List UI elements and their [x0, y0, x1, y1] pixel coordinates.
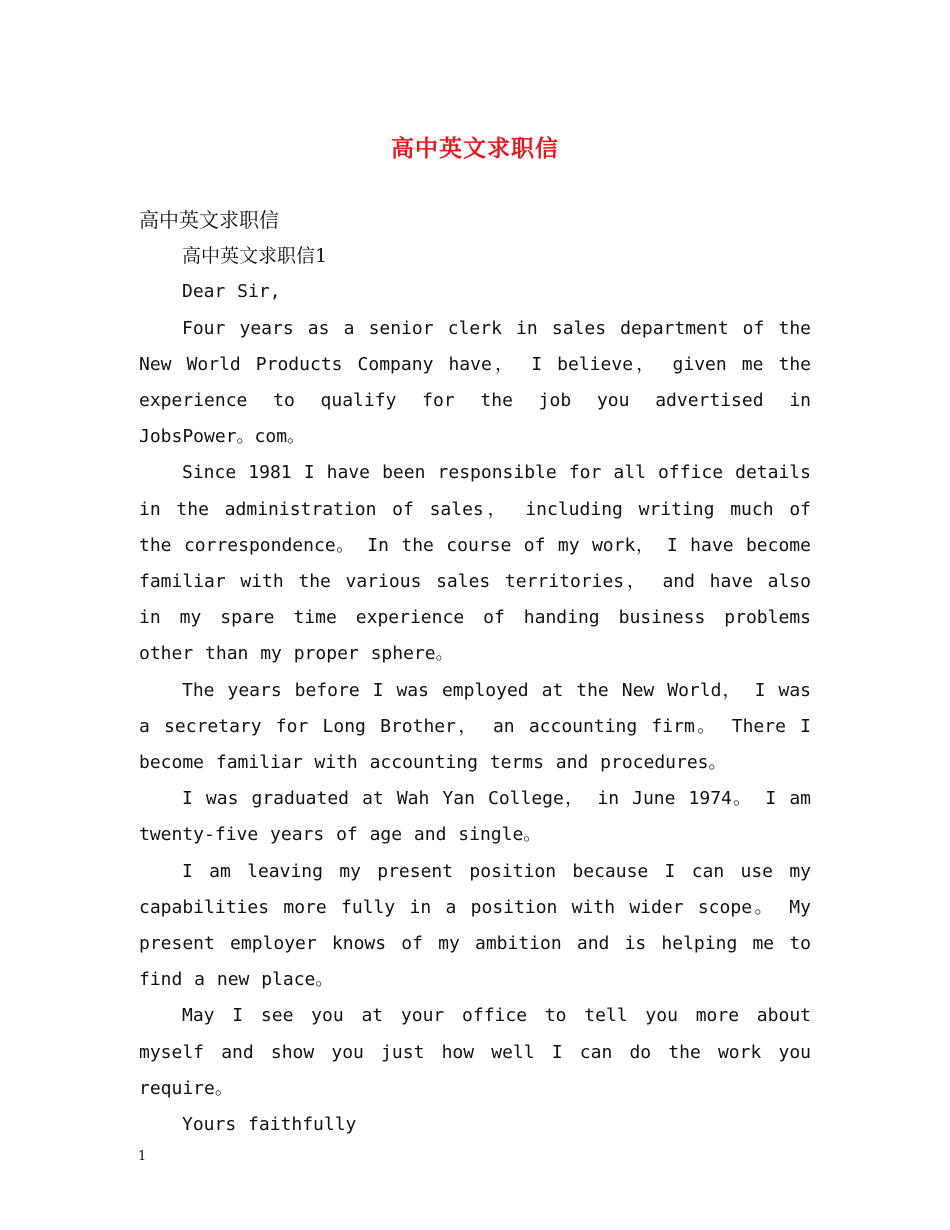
paragraph-education: I was graduated at Wah Yan College， in June 1974。 I am twenty-five years of age and single。 [139, 788, 811, 846]
page-number: 1 [138, 1149, 147, 1164]
section-heading: 高中英文求职信 [139, 208, 279, 232]
closing: Yours faithfully [182, 1114, 357, 1136]
paragraph-experience: Four years as a senior clerk in sales department of the New World Products Company have， I believe， given me the experience to qualify for the job you advertised in JobsPower。com。 [139, 317, 811, 448]
salutation: Dear Sir, [182, 281, 281, 303]
letter-subheading: 高中英文求职信1 [182, 245, 328, 268]
paragraph-responsibilities: Since 1981 I have been responsible for all office details in the administration of sales， including writing much of the correspondence。 In the course of my work， I have become familiar with the various sales territories， and have also in my spare time experience of handing business problems other than my proper sphere。 [139, 462, 811, 665]
paragraph-request-interview: May I see you at your office to tell you more about myself and show you just how well I can do the work you require。 [139, 1005, 811, 1099]
document-title: 高中英文求职信 [391, 135, 559, 162]
paragraph-previous-job: The years before I was employed at the New World， I was a secretary for Long Brother， an accounting firm。 There I become familiar with accounting terms and procedures。 [139, 679, 811, 774]
paragraph-reason-leaving: I am leaving my present position because I can use my capabilities more fully in a position with wider scope。 My present employer knows of my ambition and is helping me to find a new place。 [139, 860, 811, 991]
document-body [139, 202, 811, 1143]
